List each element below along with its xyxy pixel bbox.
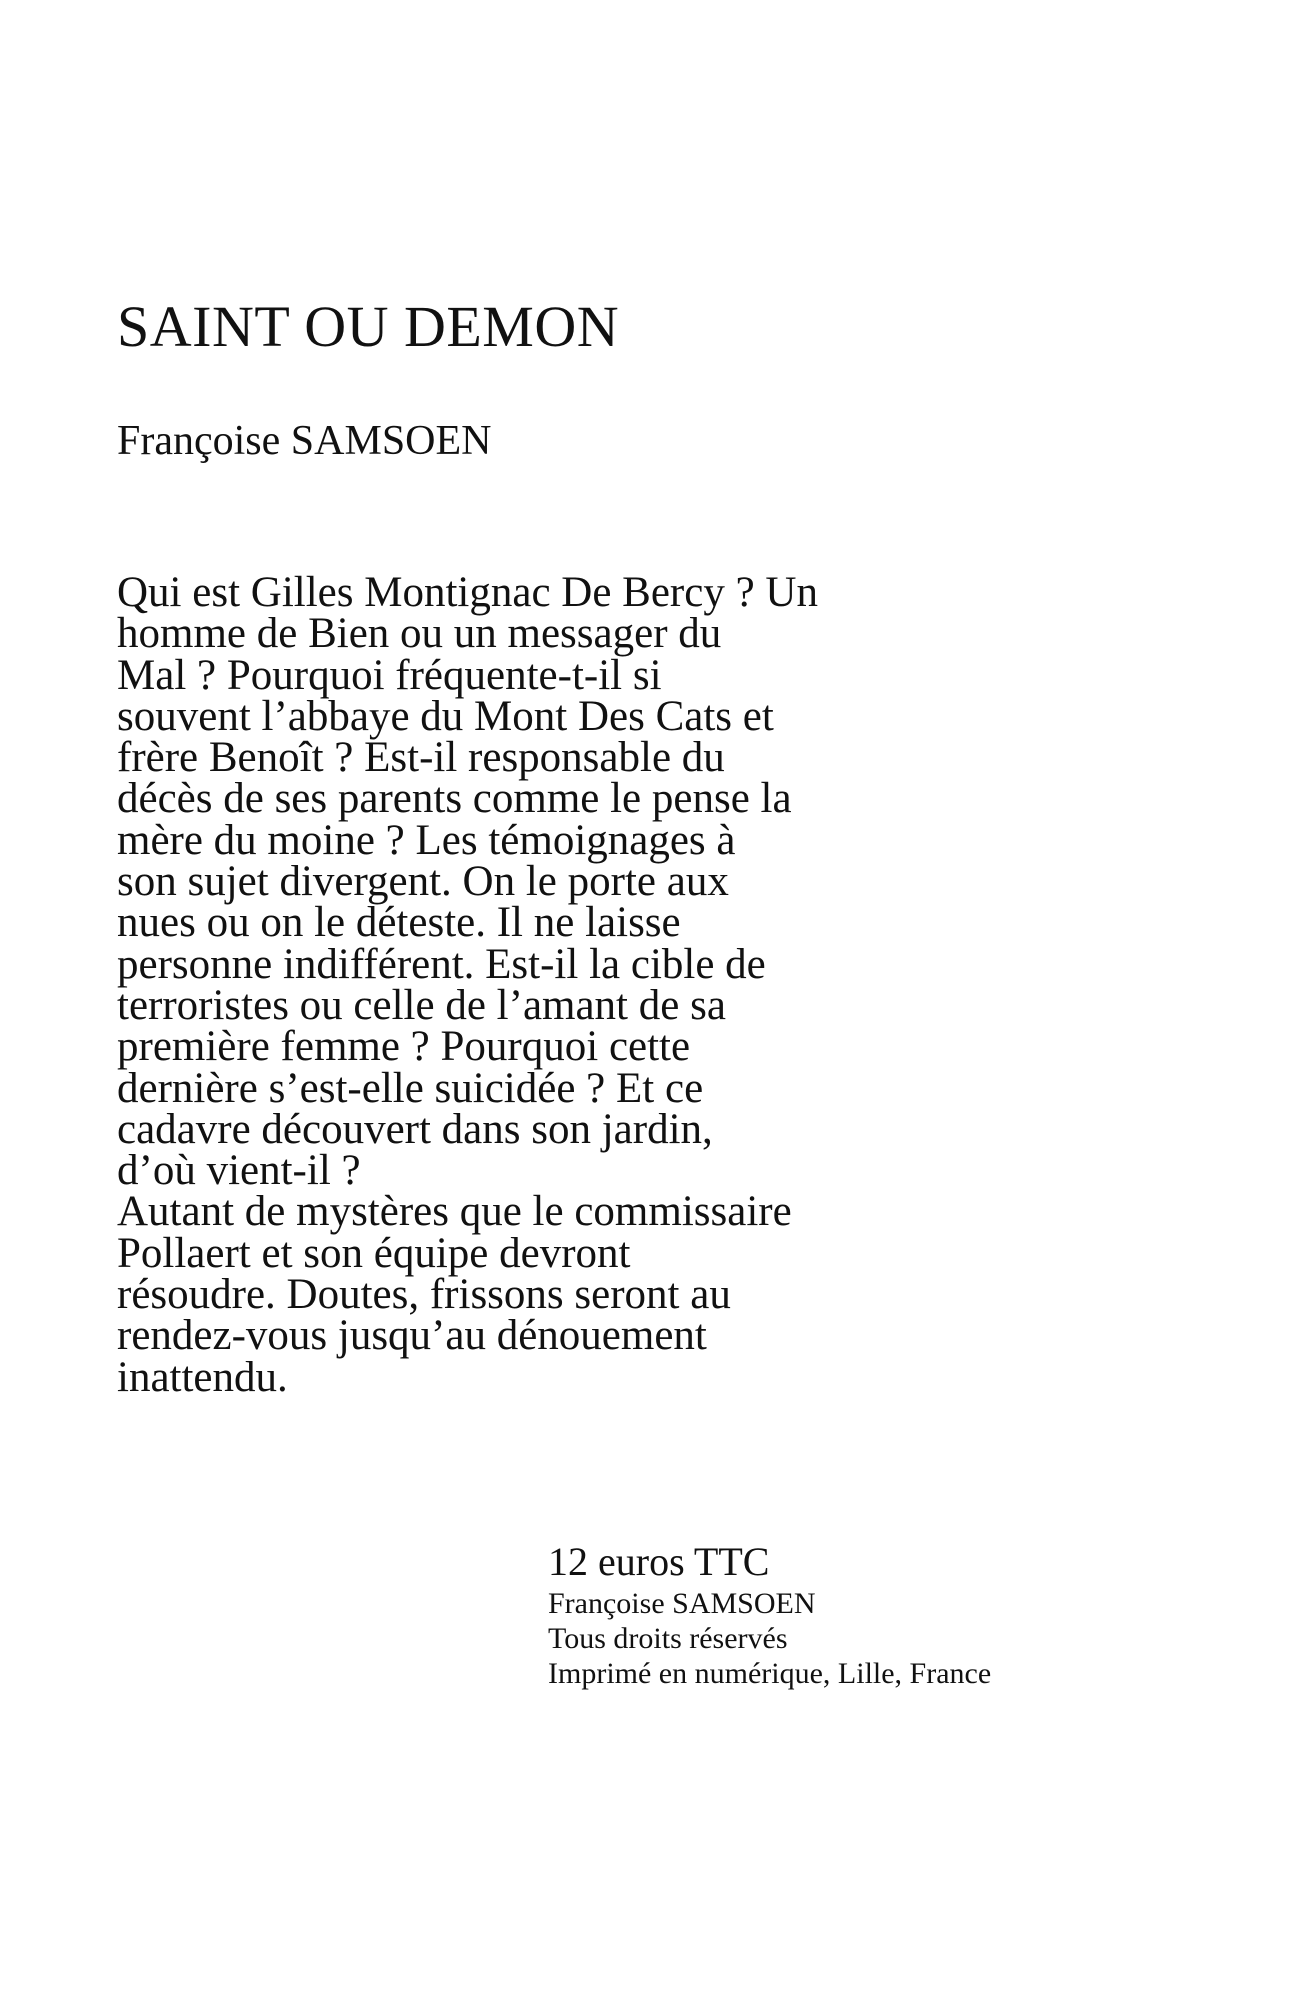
blurb-line: décès de ses parents comme le pense la [117, 775, 792, 823]
blurb-line: nues ou on le déteste. Il ne laisse [117, 899, 681, 947]
blurb-line: souvent l’abbaye du Mont Des Cats et [117, 692, 774, 740]
printing-notice: Imprimé en numérique, Lille, France [548, 1657, 992, 1690]
blurb-line: son sujet divergent. On le porte aux [117, 858, 729, 906]
blurb-line: Qui est Gilles Montignac De Bercy ? Un [117, 569, 818, 616]
blurb-line: terroristes ou celle de l’amant de sa [117, 981, 726, 1029]
blurb-line: dernière s’est-elle suicidée ? Et ce [117, 1064, 704, 1112]
rights-notice: Tous droits réservés [548, 1622, 788, 1655]
blurb-line: Pollaert et son équipe devront [117, 1229, 631, 1277]
blurb-line: homme de Bien ou un messager du [117, 610, 722, 658]
blurb-line: résoudre. Doutes, frissons seront au [117, 1271, 731, 1319]
blurb-line: cadavre découvert dans son jardin, [117, 1105, 713, 1153]
author-name: Françoise SAMSOEN [117, 418, 492, 464]
blurb-line: Autant de mystères que le commissaire [117, 1188, 792, 1236]
book-blurb [117, 569, 977, 1401]
colophon [548, 1538, 1268, 1691]
blurb-line: personne indifférent. Est-il la cible de [117, 940, 766, 988]
blurb-line: frère Benoît ? Est-il responsable du [117, 734, 725, 782]
book-title: SAINT OU DEMON [117, 294, 620, 359]
blurb-line: Mal ? Pourquoi fréquente-t-il si [117, 651, 662, 699]
blurb-line: première femme ? Pourquoi cette [117, 1023, 691, 1071]
blurb-line: d’où vient-il ? [117, 1147, 361, 1195]
blurb-line: mère du moine ? Les témoignages à [117, 816, 736, 864]
blurb-line: inattendu. [117, 1353, 288, 1401]
blurb-line: rendez-vous jusqu’au dénouement [117, 1312, 707, 1360]
colophon-author: Françoise SAMSOEN [548, 1587, 816, 1620]
price-label: 12 euros TTC [548, 1539, 770, 1584]
